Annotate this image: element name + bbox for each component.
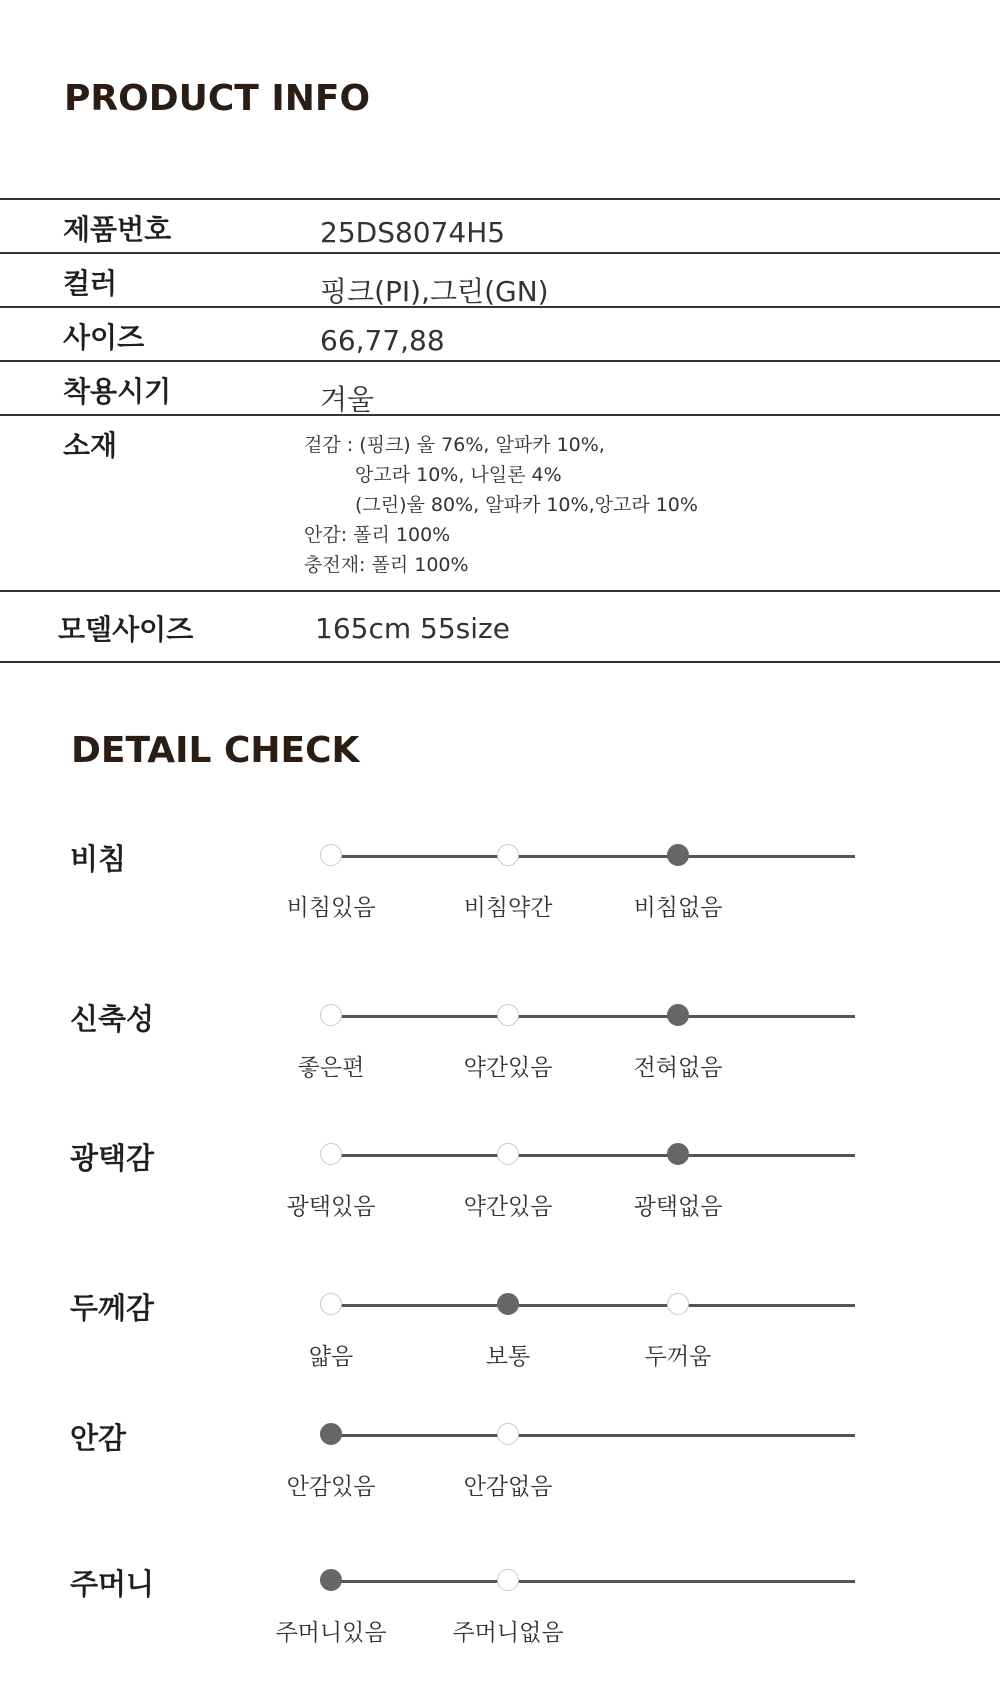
info-value: 66,77,88 xyxy=(320,324,445,357)
material-line: 충전재: 폴리 100% xyxy=(304,554,469,576)
scale-option-label: 광택없음 xyxy=(633,1194,723,1220)
scale-dot xyxy=(320,1004,342,1026)
detail-label: 주머니 xyxy=(70,1567,155,1601)
detail-row-stretch xyxy=(0,1002,1000,1135)
info-row-model-size xyxy=(0,590,1000,663)
detail-row-lining xyxy=(0,1421,1000,1554)
info-label: 제품번호 xyxy=(63,213,172,246)
scale-dot xyxy=(497,1569,519,1591)
detail-label: 신축성 xyxy=(70,1002,155,1036)
scale-option-label: 약간있음 xyxy=(463,1194,553,1220)
info-label: 착용시기 xyxy=(63,375,172,408)
scale-option-label: 비침있음 xyxy=(286,895,376,921)
scale-dot xyxy=(497,1004,519,1026)
scale-track xyxy=(331,1580,855,1583)
scale-track xyxy=(331,1304,855,1307)
detail-label: 비침 xyxy=(70,842,127,876)
scale-option-label: 얇음 xyxy=(308,1344,354,1370)
material-line: 안감: 폴리 100% xyxy=(304,524,451,546)
detail-row-pocket xyxy=(0,1567,1000,1700)
info-row-color xyxy=(0,252,1000,306)
scale-dot xyxy=(320,1143,342,1165)
info-row-size xyxy=(0,306,1000,360)
info-value: 25DS8074H5 xyxy=(320,216,506,249)
scale-dot xyxy=(320,1293,342,1315)
product-info-heading: PRODUCT INFO xyxy=(64,78,371,119)
info-row-product-number xyxy=(0,198,1000,252)
material-line: (그린)울 80%, 알파카 10%,앙고라 10% xyxy=(355,494,698,516)
scale-option-label: 광택있음 xyxy=(286,1194,376,1220)
detail-row-gloss xyxy=(0,1141,1000,1274)
info-value: 겨울 xyxy=(320,383,375,416)
product-info-table xyxy=(0,198,1000,663)
scale-option-label: 안감없음 xyxy=(463,1474,553,1500)
scale-option-label: 좋은편 xyxy=(297,1055,365,1081)
info-label: 사이즈 xyxy=(63,321,145,354)
scale-dot xyxy=(667,1293,689,1315)
info-label: 소재 xyxy=(63,429,118,462)
scale-track xyxy=(331,1015,855,1018)
scale-option-label: 전혀없음 xyxy=(633,1055,723,1081)
scale-option-label: 비침약간 xyxy=(463,895,553,921)
detail-row-sheer xyxy=(0,842,1000,975)
scale-dot xyxy=(667,1143,689,1165)
info-label: 모델사이즈 xyxy=(58,613,194,646)
scale-option-label: 비침없음 xyxy=(633,895,723,921)
scale-option-label: 주머니없음 xyxy=(452,1620,564,1646)
scale-option-label: 보통 xyxy=(485,1344,531,1370)
scale-dot xyxy=(497,1293,519,1315)
detail-label: 두께감 xyxy=(70,1291,155,1325)
scale-dot xyxy=(497,844,519,866)
scale-option-label: 약간있음 xyxy=(463,1055,553,1081)
scale-dot xyxy=(667,844,689,866)
info-row-material xyxy=(0,414,1000,590)
info-label: 컬러 xyxy=(63,267,118,300)
scale-option-label: 두꺼움 xyxy=(644,1344,712,1370)
material-line: 겉감 : (핑크) 울 76%, 알파카 10%, xyxy=(304,434,605,456)
detail-label: 광택감 xyxy=(70,1141,155,1175)
info-row-season xyxy=(0,360,1000,414)
scale-option-label: 안감있음 xyxy=(286,1474,376,1500)
scale-dot xyxy=(497,1423,519,1445)
material-line: 앙고라 10%, 나일론 4% xyxy=(355,464,562,486)
detail-label: 안감 xyxy=(70,1421,127,1455)
scale-track xyxy=(331,1154,855,1157)
info-value: 핑크(PI),그린(GN) xyxy=(320,275,549,308)
scale-dot xyxy=(320,1423,342,1445)
scale-dot xyxy=(320,844,342,866)
scale-dot xyxy=(497,1143,519,1165)
scale-option-label: 주머니있음 xyxy=(275,1620,387,1646)
material-detail xyxy=(304,430,698,580)
detail-row-thickness xyxy=(0,1291,1000,1424)
info-value: 165cm 55size xyxy=(315,612,510,645)
scale-dot xyxy=(320,1569,342,1591)
scale-track xyxy=(331,1434,855,1437)
scale-track xyxy=(331,855,855,858)
scale-dot xyxy=(667,1004,689,1026)
detail-check-heading: DETAIL CHECK xyxy=(71,730,360,771)
